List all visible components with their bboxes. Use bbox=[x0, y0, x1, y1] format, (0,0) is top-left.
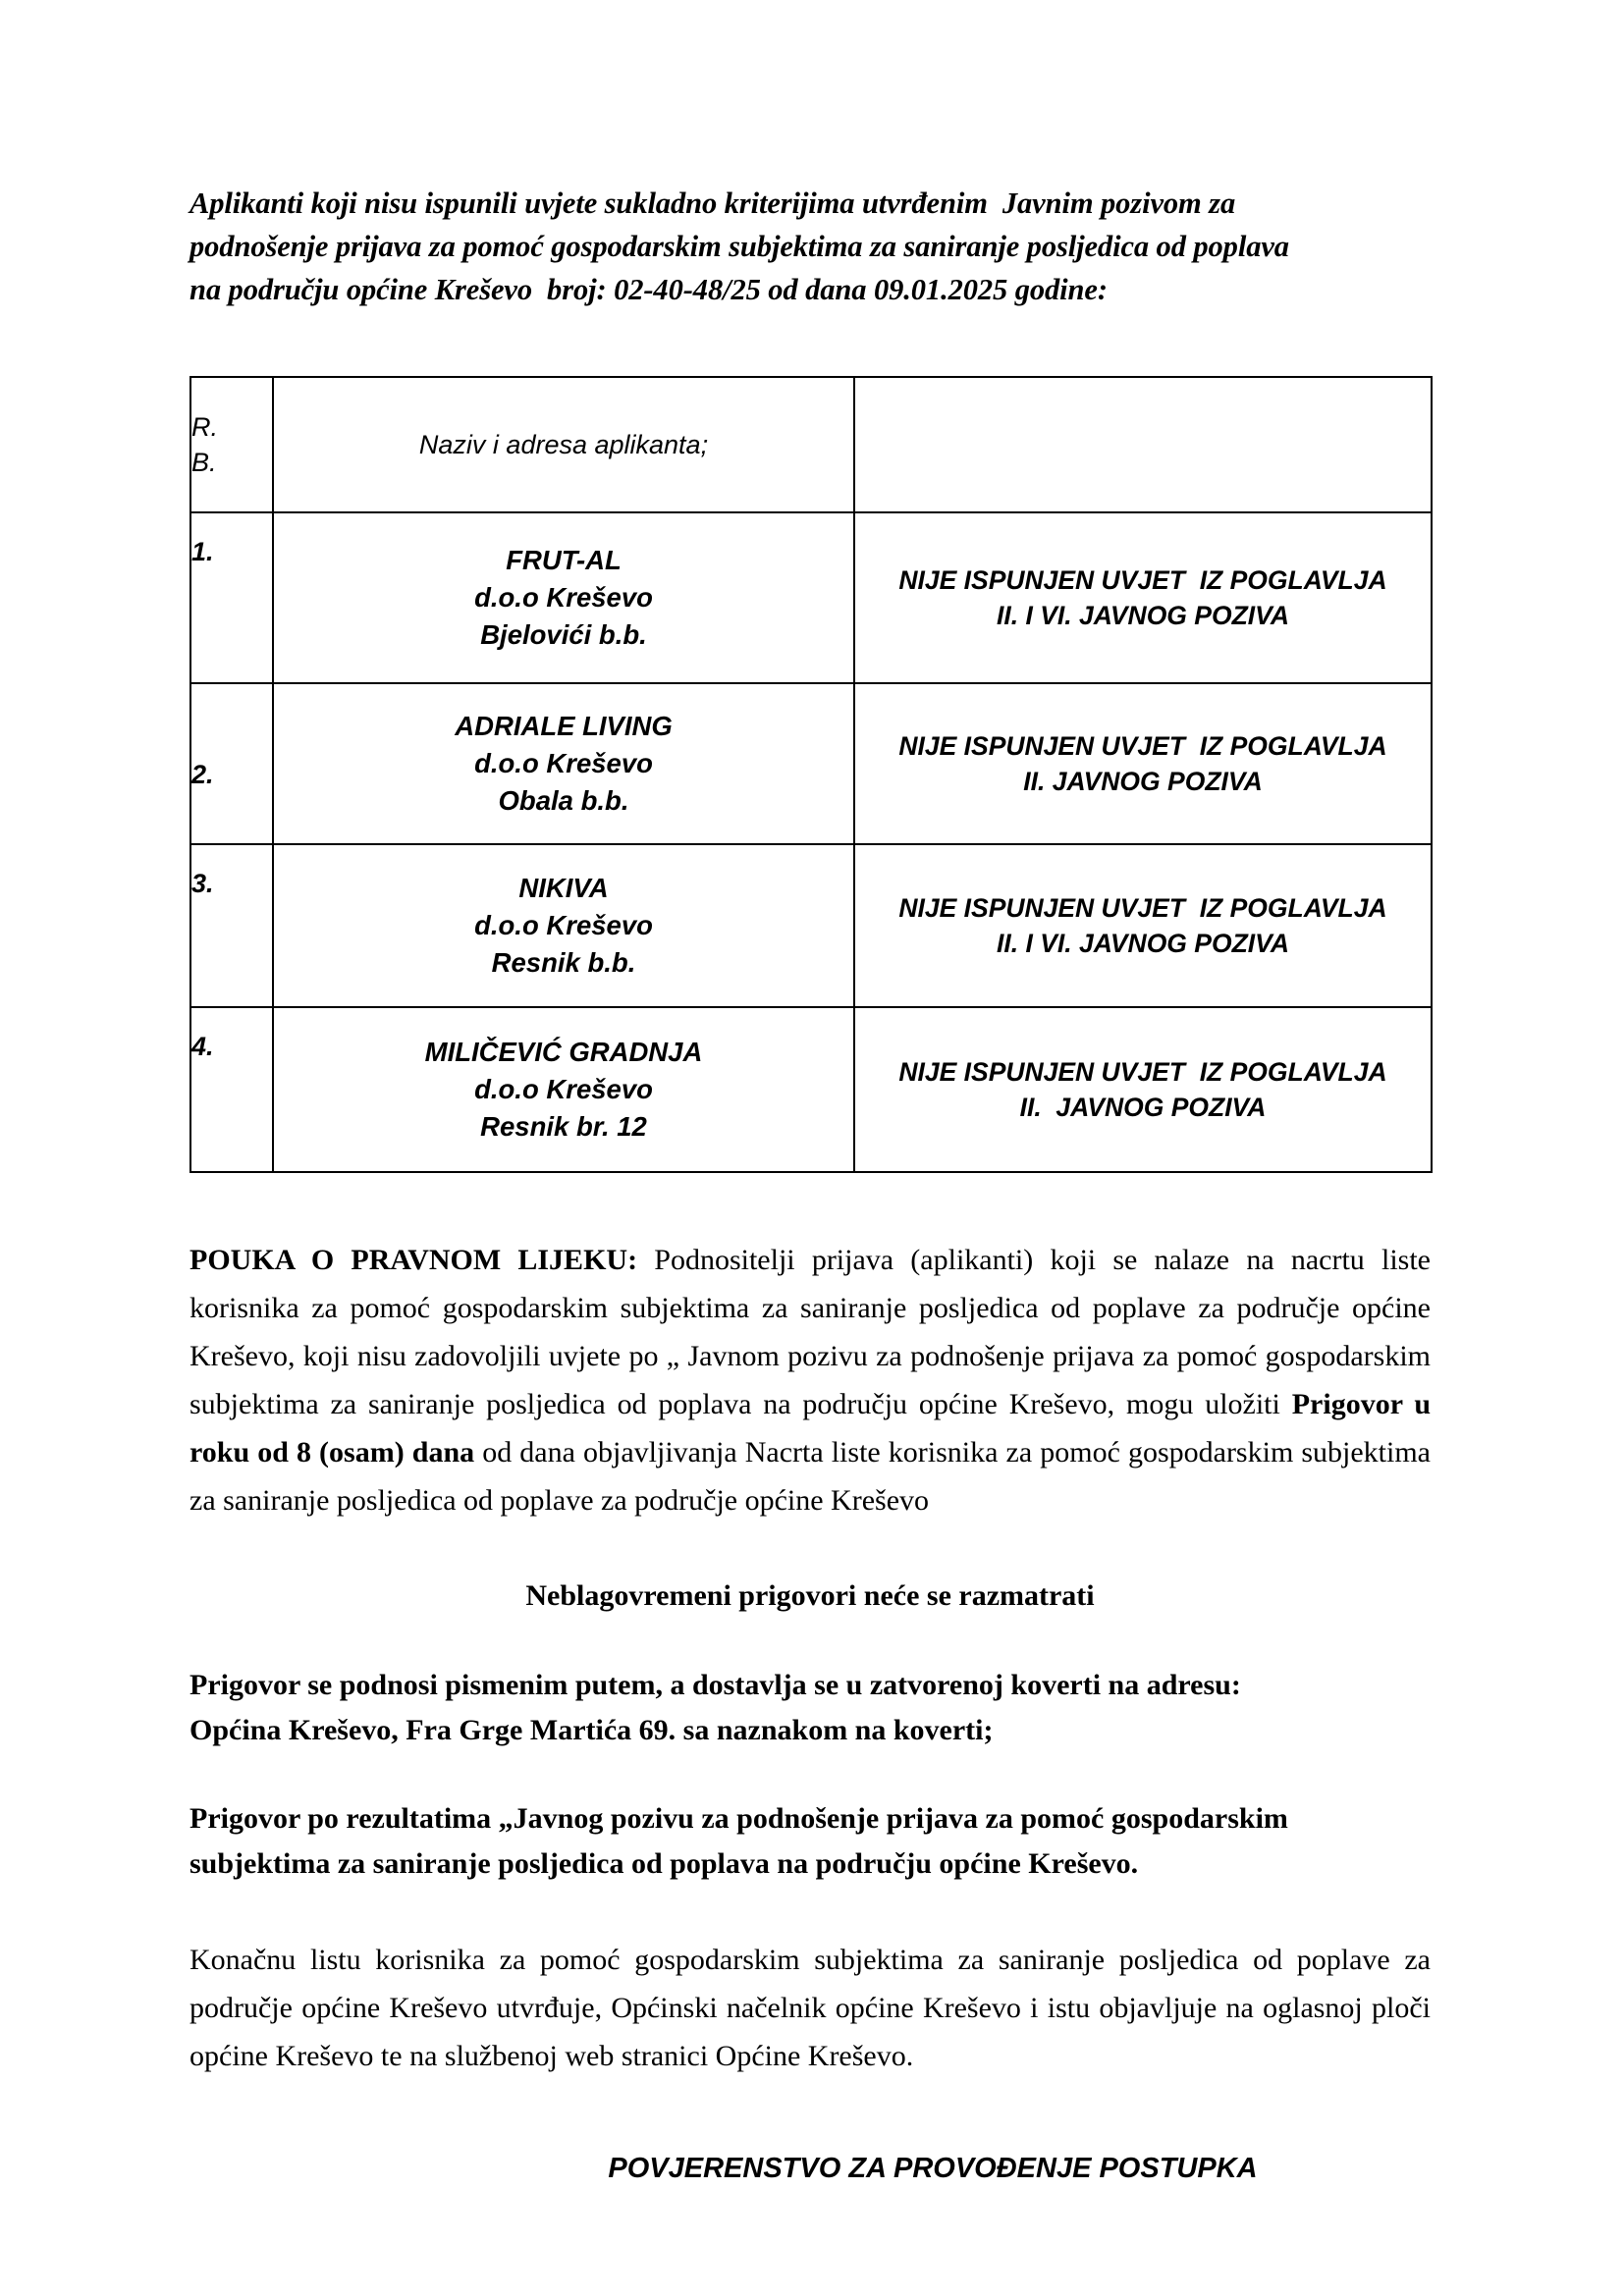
heading-line-2: podnošenje prijava za pomoć gospodarskim subjektima za saniranje posljedica od poplava bbox=[189, 230, 1289, 263]
row-applicant-name bbox=[273, 683, 854, 844]
table-header-row bbox=[190, 377, 1432, 512]
row-ordinal: 3. bbox=[190, 844, 273, 1007]
applicants-table-wrapper bbox=[189, 376, 1431, 1173]
complaint-subject bbox=[189, 1796, 1431, 1887]
reason-line-1: NIJE ISPUNJEN UVJET IZ POGLAVLJA bbox=[898, 1057, 1387, 1087]
legal-notice-text-1: Podnositelji prijava (aplikanti) koji se nalaze na nacrtu liste korisnika za pomoć gospodarskim subjektima za saniranje posljedica od poplave za područje općine Kreševo, koji nisu zadovoljili uvjete po „ Javnom pozivu za podnošenje prijava za pomoć gospodarskim subjektima za saniranje posljedica od poplava na području općine Kreševo, mogu uložiti bbox=[189, 1244, 1431, 1420]
row-applicant-name bbox=[273, 1007, 854, 1172]
applicant-name-line: MILIČEVIĆ GRADNJA bbox=[424, 1037, 703, 1067]
submission-instructions bbox=[189, 1663, 1431, 1753]
row-applicant-name bbox=[273, 512, 854, 683]
header-ordinal-line-1: R. bbox=[191, 412, 218, 442]
applicant-entity-line: d.o.o Kreševo bbox=[474, 748, 653, 778]
reason-line-2: II. I VI. JAVNOG POZIVA bbox=[997, 929, 1289, 958]
row-ordinal: 2. bbox=[190, 683, 273, 844]
heading-line-1: Aplikanti koji nisu ispunili uvjete sukladno kriterijima utvrđenim Javnim pozivom za bbox=[189, 187, 1236, 220]
document-heading bbox=[189, 182, 1397, 311]
applicant-entity-line: d.o.o Kreševo bbox=[474, 1074, 653, 1104]
legal-notice-paragraph bbox=[189, 1236, 1431, 1524]
applicant-entity-line: d.o.o Kreševo bbox=[474, 582, 653, 613]
applicant-address-line: Resnik b.b. bbox=[491, 947, 636, 978]
signature-body: POVJERENSTVO ZA PROVOĐENJE POSTUPKA bbox=[608, 2153, 1258, 2184]
subject-line-2: subjektima za saniranje posljedica od poplava na području općine Kreševo. bbox=[189, 1847, 1139, 1880]
table-row bbox=[190, 844, 1432, 1007]
row-ordinal: 4. bbox=[190, 1007, 273, 1172]
reason-line-2: II. I VI. JAVNOG POZIVA bbox=[997, 601, 1289, 630]
reason-line-2: II. JAVNOG POZIVA bbox=[1023, 767, 1263, 796]
final-list-paragraph: Konačnu listu korisnika za pomoć gospodarskim subjektima za saniranje posljedica od poplave za područje općine Kreševo utvrđuje, Općinski načelnik općine Kreševo i istu objavljuje na oglasnoj ploči općine Kreševo te na službenoj web stranici Općine Kreševo. bbox=[189, 1944, 1431, 2072]
row-rejection-reason bbox=[854, 1007, 1432, 1172]
submission-line-2: Općina Kreševo, Fra Grge Martića 69. sa naznakom na koverti; bbox=[189, 1714, 994, 1746]
applicant-address-line: Bjelovići b.b. bbox=[480, 619, 647, 650]
applicant-name-line: ADRIALE LIVING bbox=[455, 711, 673, 741]
row-rejection-reason bbox=[854, 844, 1432, 1007]
late-complaints-notice: Neblagovremeni prigovori neće se razmatrati bbox=[525, 1579, 1095, 1612]
table-row bbox=[190, 683, 1432, 844]
header-cell-ordinal bbox=[190, 377, 273, 512]
legal-notice-text-2: od dana objavljivanja Nacrta liste korisnika za pomoć gospodarskim subjektima za saniranje posljedica od poplave za područje općine Kreševo bbox=[189, 1436, 1432, 1517]
applicant-name-line: FRUT-AL bbox=[506, 545, 622, 575]
header-cell-name: Naziv i adresa aplikanta; bbox=[273, 377, 854, 512]
header-cell-reason bbox=[854, 377, 1432, 512]
subject-line-1: Prigovor po rezultatima „Javnog pozivu za podnošenje prijava za pomoć gospodarskim bbox=[189, 1802, 1288, 1835]
reason-line-2: II. JAVNOG POZIVA bbox=[1019, 1093, 1267, 1122]
row-rejection-reason bbox=[854, 683, 1432, 844]
header-ordinal-line-2: B. bbox=[191, 448, 217, 477]
reason-line-1: NIJE ISPUNJEN UVJET IZ POGLAVLJA bbox=[898, 565, 1387, 595]
table-row bbox=[190, 1007, 1432, 1172]
submission-line-1: Prigovor se podnosi pismenim putem, a dostavlja se u zatvorenoj koverti na adresu: bbox=[189, 1669, 1241, 1701]
row-applicant-name bbox=[273, 844, 854, 1007]
applicants-table bbox=[189, 376, 1433, 1173]
legal-notice-label: POUKA O PRAVNOM LIJEKU: bbox=[189, 1244, 638, 1276]
heading-line-3: na području općine Kreševo broj: 02-40-48/25 od dana 09.01.2025 godine: bbox=[189, 273, 1108, 306]
row-rejection-reason bbox=[854, 512, 1432, 683]
reason-line-1: NIJE ISPUNJEN UVJET IZ POGLAVLJA bbox=[898, 731, 1387, 761]
applicant-address-line: Obala b.b. bbox=[498, 785, 629, 816]
reason-line-1: NIJE ISPUNJEN UVJET IZ POGLAVLJA bbox=[898, 893, 1387, 923]
row-ordinal: 1. bbox=[190, 512, 273, 683]
table-row bbox=[190, 512, 1432, 683]
applicant-address-line: Resnik br. 12 bbox=[480, 1111, 647, 1142]
applicant-entity-line: d.o.o Kreševo bbox=[474, 910, 653, 940]
signature-block bbox=[189, 2153, 1431, 2185]
document-body bbox=[189, 1236, 1431, 2185]
legal-notice-deadline: Prigovor u roku od 8 (osam) dana bbox=[189, 1388, 1432, 1468]
applicant-name-line: NIKIVA bbox=[518, 873, 609, 903]
